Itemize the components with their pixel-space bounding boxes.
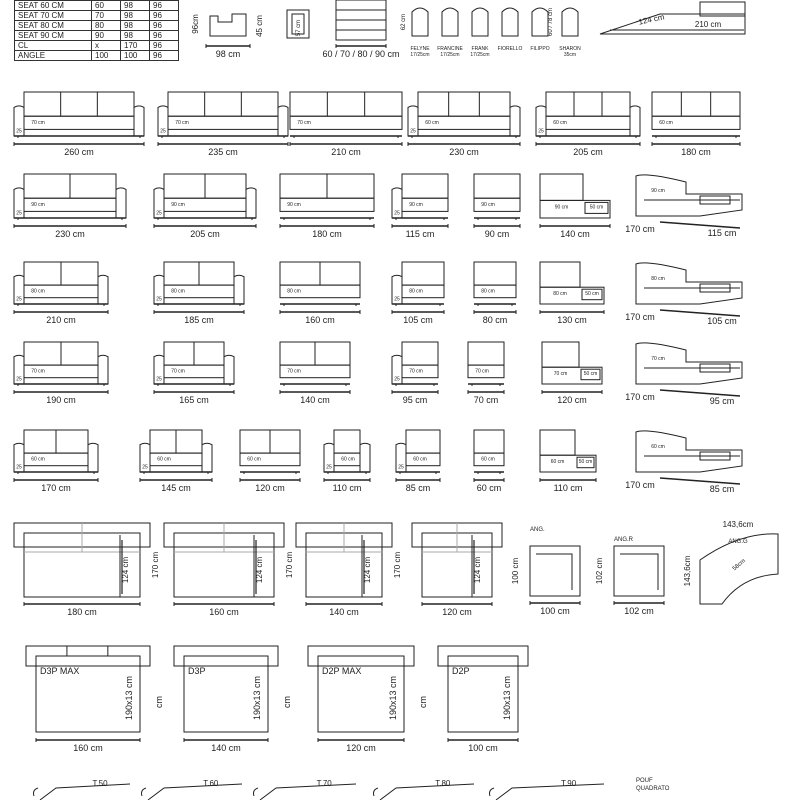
- spec-value: 96: [150, 11, 179, 21]
- dimension-label: 120 cm: [255, 483, 285, 493]
- d-bed: [438, 646, 528, 753]
- d-bed-name: D3P MAX: [40, 666, 80, 676]
- arm-height-label: 62 cm: [401, 13, 407, 31]
- pouf-bench: [142, 779, 243, 800]
- sofa-module: [408, 92, 520, 157]
- seat-size-label: 60 cm: [553, 120, 567, 127]
- right-armrest: [116, 188, 126, 218]
- dimension-label: 130 cm: [557, 315, 587, 325]
- dimension-label: 102 cm: [624, 606, 654, 616]
- corner-chaise: [636, 263, 742, 304]
- dimension-label: 115 cm: [405, 229, 435, 239]
- seat-size-label: 90 cm: [481, 202, 495, 209]
- corner-chaise: [636, 343, 742, 384]
- spec-value: 96: [150, 1, 179, 11]
- dimension-label: 110 cm: [553, 483, 583, 493]
- seat-size-label: 90 cm: [409, 202, 423, 209]
- seat-size-label: 70 cm: [175, 120, 189, 127]
- sofa-module: [396, 430, 440, 493]
- right-armrest: [246, 188, 256, 218]
- right-armrest: [224, 355, 234, 384]
- backrest: [24, 92, 134, 116]
- armrest-width-label: 25: [160, 128, 166, 135]
- arm-style-drawing: [532, 8, 548, 36]
- bed-height-label: 170 cm: [285, 551, 294, 579]
- arm-style-size: 17/25cm: [410, 52, 430, 58]
- pouf-outline: [260, 784, 356, 800]
- d-bed-name: D2P MAX: [322, 666, 362, 676]
- angle-seat: [620, 554, 658, 590]
- arm-style-name: FIORELLO: [497, 46, 523, 52]
- right-armrest: [88, 443, 98, 472]
- dimension-label: 230 cm: [449, 147, 479, 157]
- seat-size-label: 70 cm: [297, 120, 311, 127]
- corner-chaise-module: [625, 175, 742, 238]
- armrest-width-label: 25: [326, 464, 332, 471]
- sofa-module: [392, 174, 448, 239]
- sofa-bed: [412, 523, 502, 617]
- pouf-size-label: T.80: [435, 779, 451, 788]
- seat-size-label: 60 cm: [413, 456, 427, 463]
- dimension-label: 100 cm: [540, 606, 570, 616]
- bed-height-label: 170 cm: [151, 551, 160, 579]
- angle-modules: [511, 520, 778, 616]
- dimension-line: [660, 478, 740, 484]
- sofa-module: [280, 174, 374, 239]
- chaise-size-label: 50 cm: [578, 458, 593, 465]
- pouf-arrow: [254, 788, 259, 796]
- pouf-arrow: [34, 788, 39, 796]
- corner-width-label: 170 cm: [625, 392, 655, 402]
- backrest: [334, 430, 360, 453]
- dimension-label: 210 cm: [331, 147, 361, 157]
- backrest: [402, 174, 448, 198]
- armrest-width-label: 25: [16, 296, 22, 303]
- sofa-module: [154, 342, 234, 405]
- dimension-label: 185 cm: [184, 315, 214, 325]
- seat-size-label: 90 cm: [651, 188, 665, 194]
- seat-size-label: 80 cm: [31, 288, 45, 295]
- armrest-width-label: 25: [156, 210, 162, 217]
- right-armrest: [278, 106, 288, 136]
- dimension-label: 140 cm: [560, 229, 590, 239]
- sofa-row: [14, 174, 742, 239]
- arm-width-label: 57 cm: [296, 19, 302, 37]
- chaise-size-label: 50 cm: [589, 204, 604, 211]
- bed-depth-label: 124 cm: [121, 556, 130, 584]
- backrest: [406, 430, 440, 453]
- backrest: [652, 92, 740, 116]
- dimension-label: 85 cm: [405, 483, 431, 493]
- sofa-module: [280, 342, 350, 405]
- spec-value: 90: [92, 31, 121, 41]
- bed-height-label: 170 cm: [393, 551, 402, 579]
- dimension-label: 60 / 70 / 80 / 90 cm: [322, 49, 400, 59]
- side-height-label: 96cm: [191, 14, 200, 34]
- spec-name: SEAT 60 CM: [15, 1, 92, 11]
- bed-depth-label: 124 cm: [255, 556, 264, 584]
- pouf-quadrato-label: QUADRATO: [636, 786, 670, 792]
- d-bed-size-label: 190x13 cm: [124, 675, 134, 721]
- angle-label: ANG.G: [728, 539, 748, 545]
- sofa-module: [158, 92, 288, 157]
- seat-size-label: 80 cm: [171, 288, 185, 295]
- corner-chaise-module: [625, 431, 742, 494]
- sofa-module: [14, 430, 98, 493]
- dimension-label: 190 cm: [46, 395, 76, 405]
- dimension-label: 98 cm: [215, 49, 241, 59]
- arm-style-drawing: [412, 8, 428, 36]
- spec-value: x: [92, 41, 121, 51]
- dimension-label: 70 cm: [473, 395, 499, 405]
- corner-width-label: 210 cm: [694, 20, 722, 29]
- backrest: [474, 174, 520, 198]
- spec-value: 96: [150, 41, 179, 51]
- angle-label: ANG.R: [614, 537, 634, 543]
- seat-size-label: 60 cm: [247, 456, 261, 463]
- sofa-bed: [14, 523, 160, 617]
- arm-style-drawing: [442, 8, 458, 36]
- angle-width-label: 143,6cm: [722, 520, 754, 529]
- d-bed: [26, 646, 164, 753]
- d-bed-size-label: 190x13 cm: [502, 675, 512, 721]
- dimension-label: 105 cm: [403, 315, 433, 325]
- angle-inner-label: 58cm: [731, 558, 747, 573]
- sofa-module: [154, 174, 256, 239]
- spec-value: 60: [92, 1, 121, 11]
- backrest: [474, 262, 516, 285]
- bed-depth-label: 124 cm: [473, 556, 482, 584]
- dimension-label: 110 cm: [332, 483, 362, 493]
- d-bed-unit-label: cm: [418, 696, 428, 708]
- sofa-module: [540, 262, 604, 325]
- pouf-arrow: [490, 788, 495, 796]
- dimension-label: 100 cm: [468, 743, 498, 753]
- right-armrest: [202, 443, 212, 472]
- seat-size-label: 80 cm: [481, 288, 495, 295]
- pouf-outline: [148, 784, 242, 800]
- corner-depth-label: 105 cm: [707, 316, 737, 326]
- spec-value: 98: [121, 21, 150, 31]
- spec-value: 98: [121, 11, 150, 21]
- seat-size-label: 90 cm: [171, 202, 185, 209]
- seat-size-label: 60 cm: [651, 444, 665, 450]
- angle-height-label: 143,6cm: [683, 555, 692, 587]
- seat-size-label: 70 cm: [31, 368, 45, 375]
- spec-name: CL: [15, 41, 92, 51]
- seat-size-label: 60 cm: [481, 456, 495, 463]
- corner-chaise: [636, 175, 742, 216]
- arm-style-size: 17/25cm: [470, 52, 490, 58]
- sofa-module: [290, 92, 402, 157]
- armrest-width-label: 25: [394, 376, 400, 383]
- dimension-label: 120 cm: [557, 395, 587, 405]
- d-bed-name: D3P: [188, 666, 206, 676]
- corner-width-label: 170 cm: [625, 312, 655, 322]
- seat-size-label: 80 cm: [553, 290, 567, 297]
- spec-value: 96: [150, 31, 179, 41]
- right-armrest: [98, 355, 108, 384]
- pouf-bench: [254, 779, 357, 800]
- armrest-width-label: 25: [16, 464, 22, 471]
- right-armrest: [630, 106, 640, 136]
- dimension-label: 145 cm: [161, 483, 191, 493]
- pouf-quadrato-label: POUF: [636, 778, 653, 784]
- sofa-bed: [164, 523, 294, 617]
- sofa-module: [140, 430, 212, 493]
- spec-value: 96: [150, 21, 179, 31]
- arm-style-size: 17/25cm: [440, 52, 460, 58]
- sofa-module: [14, 174, 126, 239]
- pouf-outline: [40, 784, 130, 800]
- seat-size-label: 80 cm: [287, 288, 301, 295]
- dimension-line: [660, 310, 740, 316]
- dimension-label: 160 cm: [73, 743, 103, 753]
- sofa-module: [474, 430, 504, 493]
- seat-size-label: 70 cm: [31, 120, 45, 127]
- seat-size-label: 60 cm: [341, 456, 355, 463]
- pouf-size-label: T.70: [316, 779, 332, 788]
- spec-name: SEAT 70 CM: [15, 11, 92, 21]
- sofa-row: [14, 92, 740, 157]
- dimension-label: 230 cm: [55, 229, 85, 239]
- angle-seat: [536, 554, 572, 590]
- seat-size-label: 60 cm: [550, 458, 565, 465]
- dimension-label: 95 cm: [402, 395, 428, 405]
- armrest-width-label: 25: [410, 128, 416, 135]
- bed-depth-label: 124 cm: [363, 556, 372, 584]
- seat-size-label: 70 cm: [475, 368, 489, 375]
- seat-size-label: 70 cm: [171, 368, 185, 375]
- dimension-label: 140 cm: [329, 607, 359, 617]
- right-armrest: [98, 275, 108, 304]
- sofa-module: [14, 92, 144, 157]
- corner-depth-label: 115 cm: [707, 228, 737, 238]
- arm-style-name: FRANCINE: [437, 46, 463, 52]
- d-bed: [308, 646, 428, 753]
- corner-width-label: 170 cm: [625, 224, 655, 234]
- angle-height-label: 100 cm: [511, 557, 520, 585]
- chaise-size-label: 50 cm: [583, 370, 598, 377]
- sofa-row: [14, 430, 742, 494]
- spec-value: 80: [92, 21, 121, 31]
- d-bed-unit-label: cm: [154, 696, 164, 708]
- spec-value: 170: [121, 41, 150, 51]
- seat-size-label: 60 cm: [425, 120, 439, 127]
- spec-value: 70: [92, 11, 121, 21]
- backrest: [168, 92, 278, 116]
- backrest: [402, 262, 444, 285]
- arm-height2-label: 60 / 78 cm: [548, 7, 554, 37]
- armrest-width-label: 25: [142, 464, 148, 471]
- dimension-label: 90 cm: [484, 229, 510, 239]
- dimension-label: 205 cm: [190, 229, 220, 239]
- pouf-size-label: T.60: [203, 779, 219, 788]
- d-bed: [174, 646, 292, 753]
- spec-value: 100: [92, 51, 121, 61]
- right-armrest: [510, 106, 520, 136]
- seat-size-label: 70 cm: [409, 368, 423, 375]
- pouf-bench: [374, 779, 475, 800]
- seat-size-label: 60 cm: [659, 120, 673, 127]
- seat-size-label: 90 cm: [31, 202, 45, 209]
- seat-size-label: 80 cm: [409, 288, 423, 295]
- sofa-module: [474, 262, 516, 325]
- sofa-module: [280, 262, 360, 325]
- backrest: [546, 92, 630, 116]
- d-bed-name: D2P: [452, 666, 470, 676]
- dimension-label: 120 cm: [442, 607, 472, 617]
- dimension-label: 60 cm: [476, 483, 502, 493]
- armrest-width-label: 25: [538, 128, 544, 135]
- spec-name: SEAT 80 CM: [15, 21, 92, 31]
- pouf-size-label: T.90: [561, 779, 577, 788]
- arm-style-drawing: [502, 8, 518, 36]
- seat-size-label: 90 cm: [287, 202, 301, 209]
- backrest: [418, 92, 510, 116]
- arm-style-drawing: [472, 8, 488, 36]
- dimension-label: 80 cm: [482, 315, 508, 325]
- dimension-label: 235 cm: [208, 147, 238, 157]
- right-armrest: [134, 106, 144, 136]
- corner-depth-label: 95 cm: [709, 396, 735, 406]
- pouf-size-label: T.50: [92, 779, 108, 788]
- corner-chaise-module: [625, 343, 742, 406]
- seat-size-label: 60 cm: [31, 456, 45, 463]
- sofa-row: [14, 262, 742, 326]
- dimension-label: 165 cm: [179, 395, 209, 405]
- side-profile: [210, 14, 246, 36]
- angle-label: ANG.: [530, 527, 545, 533]
- sofa-module: [540, 174, 610, 239]
- dimension-label: 180 cm: [681, 147, 711, 157]
- dimension-label: 205 cm: [573, 147, 603, 157]
- pouf-arrow: [142, 788, 147, 796]
- pouf-arrow: [374, 788, 379, 796]
- arm-style-size: 35cm: [563, 52, 577, 58]
- dimension-label: 120 cm: [346, 743, 376, 753]
- dimension-label: 160 cm: [209, 607, 239, 617]
- spec-name: SEAT 90 CM: [15, 31, 92, 41]
- dimension-label: 210 cm: [46, 315, 76, 325]
- dimension-label: 140 cm: [211, 743, 241, 753]
- seat-size-label: 80 cm: [651, 276, 665, 282]
- sofa-module: [536, 92, 640, 157]
- dimension-label: 260 cm: [64, 147, 94, 157]
- spec-value: 98: [121, 31, 150, 41]
- armrest-width-label: 25: [16, 128, 22, 135]
- spec-value: 98: [121, 1, 150, 11]
- sofa-module: [240, 430, 300, 493]
- sofa-module: [468, 342, 504, 405]
- seat-size-label: 70 cm: [651, 356, 665, 362]
- pouf-outline: [496, 784, 604, 800]
- backrest: [540, 174, 583, 200]
- spec-name: ANGLE: [15, 51, 92, 61]
- backrest: [542, 342, 579, 367]
- sofa-bed: [296, 523, 402, 617]
- seat-size-label: 60 cm: [157, 456, 171, 463]
- dimension-label: 170 cm: [41, 483, 71, 493]
- dimension-label: 180 cm: [67, 607, 97, 617]
- sofa-module: [540, 430, 596, 493]
- armrest-width-label: 25: [156, 296, 162, 303]
- arm-style-name: FRANK: [471, 46, 489, 52]
- armrest-width-label: 25: [16, 210, 22, 217]
- dimension-label: 180 cm: [312, 229, 342, 239]
- sofa-module: [474, 174, 520, 239]
- corner-depth-label: 124 cm: [637, 12, 666, 27]
- sofa-module: [392, 342, 438, 405]
- arm-style-name: FILIPPO: [530, 46, 550, 52]
- seat-size-label: 90 cm: [554, 204, 569, 211]
- backrest: [540, 262, 580, 287]
- sofa-row: [14, 342, 742, 406]
- sofa-module: [14, 262, 108, 325]
- corner-chaise-module: [625, 263, 742, 326]
- dimension-label: 160 cm: [305, 315, 335, 325]
- seat-size-label: 70 cm: [287, 368, 301, 375]
- arm-style-name: SHARON: [559, 46, 581, 52]
- backrest: [540, 430, 575, 455]
- chaise-size-label: 50 cm: [585, 290, 599, 297]
- armrest-width-label: 25: [156, 376, 162, 383]
- spec-value: 96: [150, 51, 179, 61]
- arm-style-drawing: [562, 8, 578, 36]
- backrest: [474, 430, 504, 453]
- backrest: [290, 92, 402, 116]
- side-arm-label: 45 cm: [255, 15, 264, 37]
- sofa-module: [324, 430, 370, 493]
- pouf-bench: [34, 779, 131, 800]
- pouf-bench: [490, 779, 605, 800]
- sofa-module: [14, 342, 108, 405]
- sofa-module: [542, 342, 602, 405]
- armrest-width-label: 25: [394, 296, 400, 303]
- pouf-outline: [380, 784, 474, 800]
- dimension-label: 140 cm: [300, 395, 330, 405]
- arm-style-name: FELYNE: [410, 46, 430, 52]
- corner-sofa-top: [600, 14, 745, 34]
- d-bed-size-label: 190x13 cm: [388, 675, 398, 721]
- seat-size-label: 70 cm: [553, 370, 568, 377]
- armrest-width-label: 25: [394, 210, 400, 217]
- backrest: [468, 342, 504, 365]
- dimension-line: [660, 222, 740, 228]
- corner-width-label: 170 cm: [625, 480, 655, 490]
- right-armrest: [234, 275, 244, 304]
- sofa-module: [154, 262, 244, 325]
- corner-chaise: [636, 431, 742, 472]
- d-bed-unit-label: cm: [282, 696, 292, 708]
- backrest: [402, 342, 438, 365]
- armrest-width-label: 25: [16, 376, 22, 383]
- spec-value: 100: [121, 51, 150, 61]
- corner-depth-label: 85 cm: [709, 484, 735, 494]
- right-armrest: [360, 443, 370, 472]
- sofa-module: [392, 262, 444, 325]
- d-bed-size-label: 190x13 cm: [252, 675, 262, 721]
- angle-height-label: 102 cm: [595, 557, 604, 585]
- top-strip: [191, 0, 745, 59]
- dimension-line: [660, 390, 740, 396]
- armrest-width-label: 25: [398, 464, 404, 471]
- sofa-module: [652, 92, 740, 157]
